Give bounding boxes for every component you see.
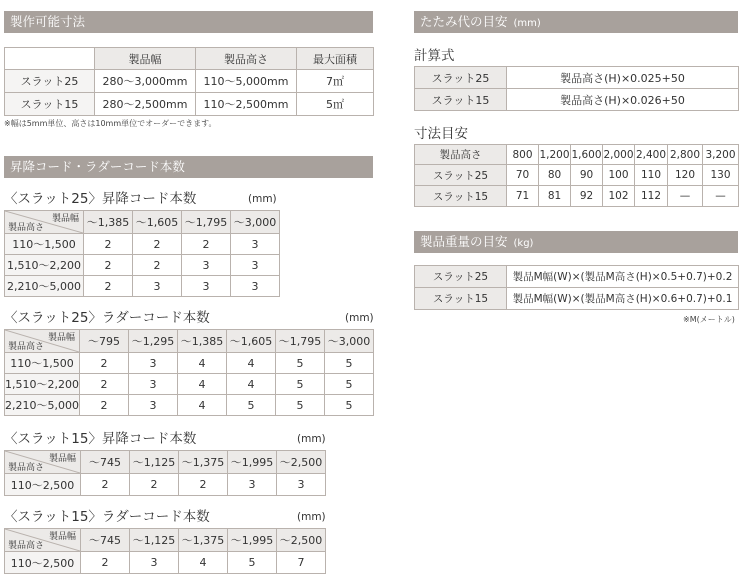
cell: 4 — [227, 353, 276, 374]
table-row — [415, 266, 739, 288]
corner-width-label: 製品幅 — [48, 532, 76, 542]
size-table — [414, 144, 739, 207]
cell: 5 — [276, 353, 325, 374]
size-col-header: 800 — [507, 145, 539, 165]
cell: 2 — [80, 395, 129, 416]
cell: 3 — [130, 552, 179, 574]
row-header: 2,210〜5,000 — [5, 395, 80, 416]
section-title-dimensions — [4, 11, 373, 33]
cell: 112 — [635, 186, 668, 207]
section-title-weight-unit: (kg) — [513, 238, 534, 249]
t4-unit: (mm) — [297, 511, 326, 523]
dimensions-cell: 110〜2,500mm — [196, 93, 297, 116]
t3-unit: (mm) — [297, 433, 326, 445]
t3-col-header: 〜2,500 — [277, 451, 326, 474]
cell: 70 — [507, 165, 539, 186]
table-row — [5, 474, 326, 496]
cell: 5 — [325, 353, 374, 374]
table-row — [5, 353, 374, 374]
t2-col-header: 〜795 — [80, 330, 129, 353]
t4-corner-cell — [5, 529, 81, 552]
row-header: 110〜2,500 — [5, 552, 81, 574]
section-title-weight-text: 製品重量の目安 — [420, 234, 508, 249]
cell: — — [668, 186, 703, 207]
t3-col-header: 〜1,125 — [130, 451, 179, 474]
cell: 100 — [603, 165, 635, 186]
dimensions-row — [5, 93, 374, 116]
cell: 2 — [133, 255, 182, 276]
row-header: 110〜1,500 — [5, 234, 84, 255]
t1-corner-cell — [5, 211, 84, 234]
t4-col-header: 〜1,375 — [179, 529, 228, 552]
cell: 4 — [179, 552, 228, 574]
dimensions-cell: 5㎡ — [297, 93, 374, 116]
t1-col-header: 〜1,385 — [84, 211, 133, 234]
calc-formula: 製品高さ(H)×0.025+50 — [507, 67, 739, 89]
table-row — [415, 165, 739, 186]
cell: 3 — [231, 234, 280, 255]
cell: 2 — [130, 474, 179, 496]
calc-heading: 計算式 — [414, 48, 455, 64]
table-row — [5, 276, 280, 297]
dimensions-header-width: 製品幅 — [95, 48, 196, 70]
corner-height-label: 製品高さ — [8, 463, 45, 473]
cell: 2 — [80, 353, 129, 374]
cell: 90 — [571, 165, 603, 186]
ladder-cord-table-25 — [4, 329, 374, 416]
section-title-dimensions-text: 製作可能寸法 — [10, 14, 86, 29]
t2-unit: (mm) — [345, 312, 374, 324]
cell: 5 — [276, 395, 325, 416]
t1-unit: (mm) — [248, 193, 277, 205]
section-title-cords — [4, 156, 373, 178]
cell: 2 — [84, 234, 133, 255]
weight-formula: 製品M幅(W)×(製品M高さ(H)×0.6+0.7)+0.1 — [507, 288, 739, 310]
dimensions-row-label: スラット15 — [5, 93, 95, 116]
corner-width-label: 製品幅 — [51, 214, 79, 224]
cell: 3 — [129, 353, 178, 374]
row-header: 2,210〜5,000 — [5, 276, 84, 297]
t2-col-header: 〜1,795 — [276, 330, 325, 353]
corner-width-label: 製品幅 — [48, 454, 76, 464]
size-header-label: 製品高さ — [415, 145, 507, 165]
cell: 5 — [228, 552, 277, 574]
t4-heading: 〈スラット15〉ラダーコード本数 — [4, 509, 210, 525]
row-header: 110〜2,500 — [5, 474, 81, 496]
size-row-label: スラット15 — [415, 186, 507, 207]
dimensions-header-height: 製品高さ — [196, 48, 297, 70]
calc-row-label: スラット15 — [415, 89, 507, 111]
t3-col-header: 〜1,995 — [228, 451, 277, 474]
t2-col-header: 〜1,295 — [129, 330, 178, 353]
row-header: 110〜1,500 — [5, 353, 80, 374]
cell: 2 — [133, 234, 182, 255]
size-row-label: スラット25 — [415, 165, 507, 186]
cell: 3 — [129, 395, 178, 416]
cell: 120 — [668, 165, 703, 186]
corner-height-label: 製品高さ — [8, 342, 45, 352]
table-row — [5, 395, 374, 416]
t3-col-header: 〜1,375 — [179, 451, 228, 474]
corner-width-label: 製品幅 — [47, 333, 75, 343]
calc-table — [414, 66, 739, 111]
calc-row-label: スラット25 — [415, 67, 507, 89]
section-title-stack — [414, 11, 738, 33]
cell: 2 — [182, 234, 231, 255]
dimensions-table — [4, 47, 374, 116]
table-row — [5, 255, 280, 276]
cell: 2 — [81, 474, 130, 496]
cell: 3 — [231, 276, 280, 297]
size-heading: 寸法目安 — [414, 126, 468, 142]
dimensions-row-label: スラット25 — [5, 70, 95, 93]
cell: 4 — [178, 395, 227, 416]
dimensions-header-area: 最大面積 — [297, 48, 374, 70]
cell: 2 — [81, 552, 130, 574]
cell: 4 — [178, 374, 227, 395]
t3-col-header: 〜745 — [81, 451, 130, 474]
row-header: 1,510〜2,200 — [5, 374, 80, 395]
dimensions-note: ※幅は5mm単位、高さは10mm単位でオーダーできます。 — [4, 119, 217, 128]
cell: 92 — [571, 186, 603, 207]
t2-corner-cell — [5, 330, 80, 353]
lift-cord-table-15 — [4, 450, 326, 496]
section-title-stack-text: たたみ代の目安 — [420, 14, 508, 29]
dimensions-header-blank — [5, 48, 95, 70]
dimensions-cell: 110〜5,000mm — [196, 70, 297, 93]
size-col-header: 2,800 — [668, 145, 703, 165]
cell: 3 — [182, 255, 231, 276]
cell: 80 — [539, 165, 571, 186]
row-header: 1,510〜2,200 — [5, 255, 84, 276]
section-title-weight — [414, 231, 738, 253]
t3-corner-cell — [5, 451, 81, 474]
corner-height-label: 製品高さ — [8, 223, 45, 233]
dimensions-cell: 280〜2,500mm — [95, 93, 196, 116]
ladder-cord-table-15 — [4, 528, 326, 574]
cell: 5 — [325, 374, 374, 395]
dimensions-row — [5, 70, 374, 93]
section-title-stack-unit: (mm) — [513, 18, 541, 29]
dimensions-cell: 7㎡ — [297, 70, 374, 93]
table-row — [415, 67, 739, 89]
cell: 2 — [84, 255, 133, 276]
table-row — [415, 288, 739, 310]
size-col-header: 2,400 — [635, 145, 668, 165]
weight-row-label: スラット25 — [415, 266, 507, 288]
t4-col-header: 〜2,500 — [277, 529, 326, 552]
calc-formula: 製品高さ(H)×0.026+50 — [507, 89, 739, 111]
cell: 7 — [277, 552, 326, 574]
weight-table — [414, 265, 739, 310]
lift-cord-table-25 — [4, 210, 280, 297]
cell: 3 — [277, 474, 326, 496]
cell: 3 — [182, 276, 231, 297]
t4-col-header: 〜1,125 — [130, 529, 179, 552]
table-row — [5, 234, 280, 255]
corner-height-label: 製品高さ — [8, 541, 45, 551]
table-row — [415, 89, 739, 111]
cell: 130 — [703, 165, 739, 186]
cell: 4 — [227, 374, 276, 395]
t1-col-header: 〜3,000 — [231, 211, 280, 234]
size-col-header: 1,200 — [539, 145, 571, 165]
size-col-header: 1,600 — [571, 145, 603, 165]
t2-col-header: 〜1,605 — [227, 330, 276, 353]
cell: 71 — [507, 186, 539, 207]
section-title-cords-text: 昇降コード・ラダーコード本数 — [10, 159, 185, 174]
size-col-header: 3,200 — [703, 145, 739, 165]
t2-col-header: 〜1,385 — [178, 330, 227, 353]
weight-formula: 製品M幅(W)×(製品M高さ(H)×0.5+0.7)+0.2 — [507, 266, 739, 288]
cell: 3 — [228, 474, 277, 496]
weight-row-label: スラット15 — [415, 288, 507, 310]
cell: — — [703, 186, 739, 207]
size-col-header: 2,000 — [603, 145, 635, 165]
table-row — [5, 374, 374, 395]
table-row — [5, 552, 326, 574]
t2-col-header: 〜3,000 — [325, 330, 374, 353]
t1-col-header: 〜1,605 — [133, 211, 182, 234]
dimensions-cell: 280〜3,000mm — [95, 70, 196, 93]
cell: 81 — [539, 186, 571, 207]
cell: 3 — [133, 276, 182, 297]
t2-heading: 〈スラット25〉ラダーコード本数 — [4, 310, 210, 326]
t4-col-header: 〜745 — [81, 529, 130, 552]
cell: 3 — [129, 374, 178, 395]
cell: 2 — [80, 374, 129, 395]
cell: 5 — [276, 374, 325, 395]
cell: 5 — [325, 395, 374, 416]
cell: 5 — [227, 395, 276, 416]
t1-col-header: 〜1,795 — [182, 211, 231, 234]
cell: 110 — [635, 165, 668, 186]
cell: 4 — [178, 353, 227, 374]
table-row — [415, 186, 739, 207]
t1-heading: 〈スラット25〉昇降コード本数 — [4, 191, 197, 207]
weight-note: ※M(メートル) — [683, 315, 735, 324]
t4-col-header: 〜1,995 — [228, 529, 277, 552]
cell: 2 — [179, 474, 228, 496]
cell: 2 — [84, 276, 133, 297]
t3-heading: 〈スラット15〉昇降コード本数 — [4, 431, 197, 447]
cell: 102 — [603, 186, 635, 207]
cell: 3 — [231, 255, 280, 276]
